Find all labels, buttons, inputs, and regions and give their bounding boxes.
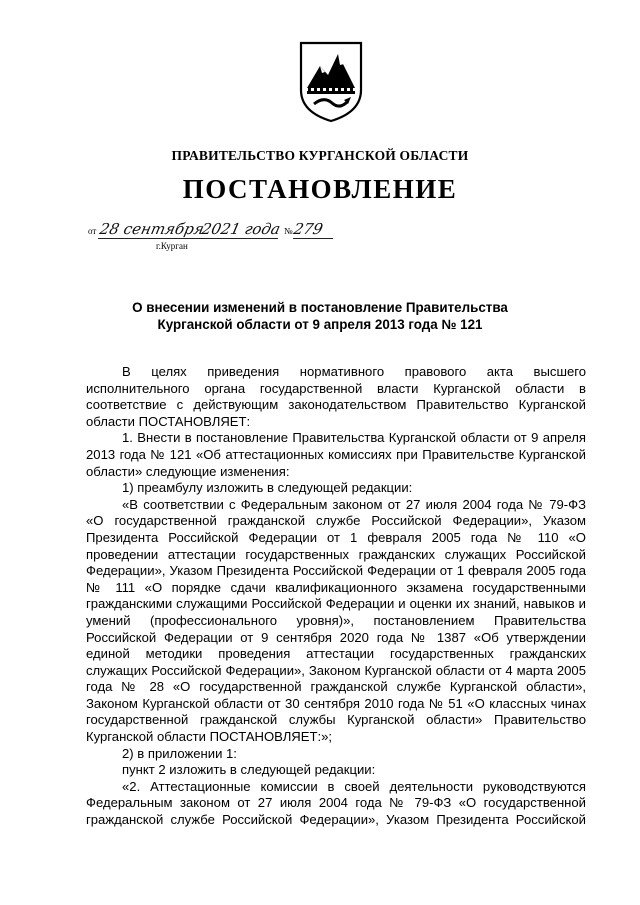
coat-of-arms-emblem bbox=[298, 40, 364, 124]
paragraph-point-2-intro: пункт 2 изложить в следующей редакции: bbox=[122, 762, 376, 778]
paragraph-point-2-text: «2. Аттестационные комиссии в своей деятельности руководствуются Федеральным законом от 27 июля 2004 года № 79-ФЗ «О государственной гражданской службе Российской Федерации», Указом Президента Российской bbox=[86, 778, 586, 828]
paragraph-item-1: 1. Внести в постановление Правительства Курганской области от 9 апреля 2013 года № 121 «Об аттестационных комиссиях при Правительстве Курганской области» следующие изменения: bbox=[86, 430, 586, 479]
number-label: № bbox=[284, 226, 293, 236]
date-from-label: от bbox=[88, 226, 97, 236]
document-meta bbox=[88, 220, 388, 260]
authority-name: ПРАВИТЕЛЬСТВО КУРГАНСКОЙ ОБЛАСТИ bbox=[171, 148, 469, 163]
paragraph-subitem-2: 2) в приложении 1: bbox=[122, 745, 237, 761]
date-underline bbox=[98, 238, 278, 239]
paragraph-subitem-1: 1) преамбулу изложить в следующей редакции: bbox=[122, 480, 413, 496]
title-line-2: Курганской области от 9 апреля 2013 года № 121 bbox=[157, 317, 483, 332]
handwritten-number: 279 bbox=[292, 220, 325, 238]
handwritten-date: 28 сентября bbox=[98, 220, 206, 238]
document-title bbox=[120, 299, 520, 333]
paragraph-new-preamble: «В соответствии с Федеральным законом от 27 июля 2004 года № 79-ФЗ «О государственной гражданской службе Российской Федерации», Указом Президента Российской Федерации от 1 февраля 2005 года № 110 «О проведении аттестации государственных гражданских служащих Российской Федерации», Указом Президента Российской Федерации от 1 февраля 2005 года № 111 «О порядке сдачи квалификационного экзамена государственными гражданскими служащими Российской Федерации и оценки их знаний, навыков и умений (профессионального уровня)», постановлением Правительства Российской Федерации от 9 сентября 2020 года № 1387 «Об утверждении единой методики проведения аттестации государственных гражданских служащих Российской Федерации», Законом Курганской области от 4 марта 2005 года № 28 «О государственной гражданской службе Курганской области», Законом Курганской области от 30 сентября 2010 года № 51 «О классных чинах государственной гражданской службы Курганской области» Правительство Курганской области ПОСТАНОВЛЯЕТ:»; bbox=[86, 496, 586, 745]
title-line-1: О внесении изменений в постановление Правительства bbox=[132, 300, 508, 315]
paragraph-preamble: В целях приведения нормативного правового акта высшего исполнительного органа государственной власти Курганской области в соответствие с действующим законодательством Правительство Курганской области ПОСТАНОВЛЯЕТ: bbox=[86, 364, 586, 429]
number-underline bbox=[293, 238, 333, 239]
document-type: ПОСТАНОВЛЕНИЕ bbox=[182, 174, 458, 204]
handwritten-year: 2021 года bbox=[200, 220, 282, 238]
city-label: г.Курган bbox=[156, 241, 188, 251]
document-body bbox=[86, 364, 586, 829]
